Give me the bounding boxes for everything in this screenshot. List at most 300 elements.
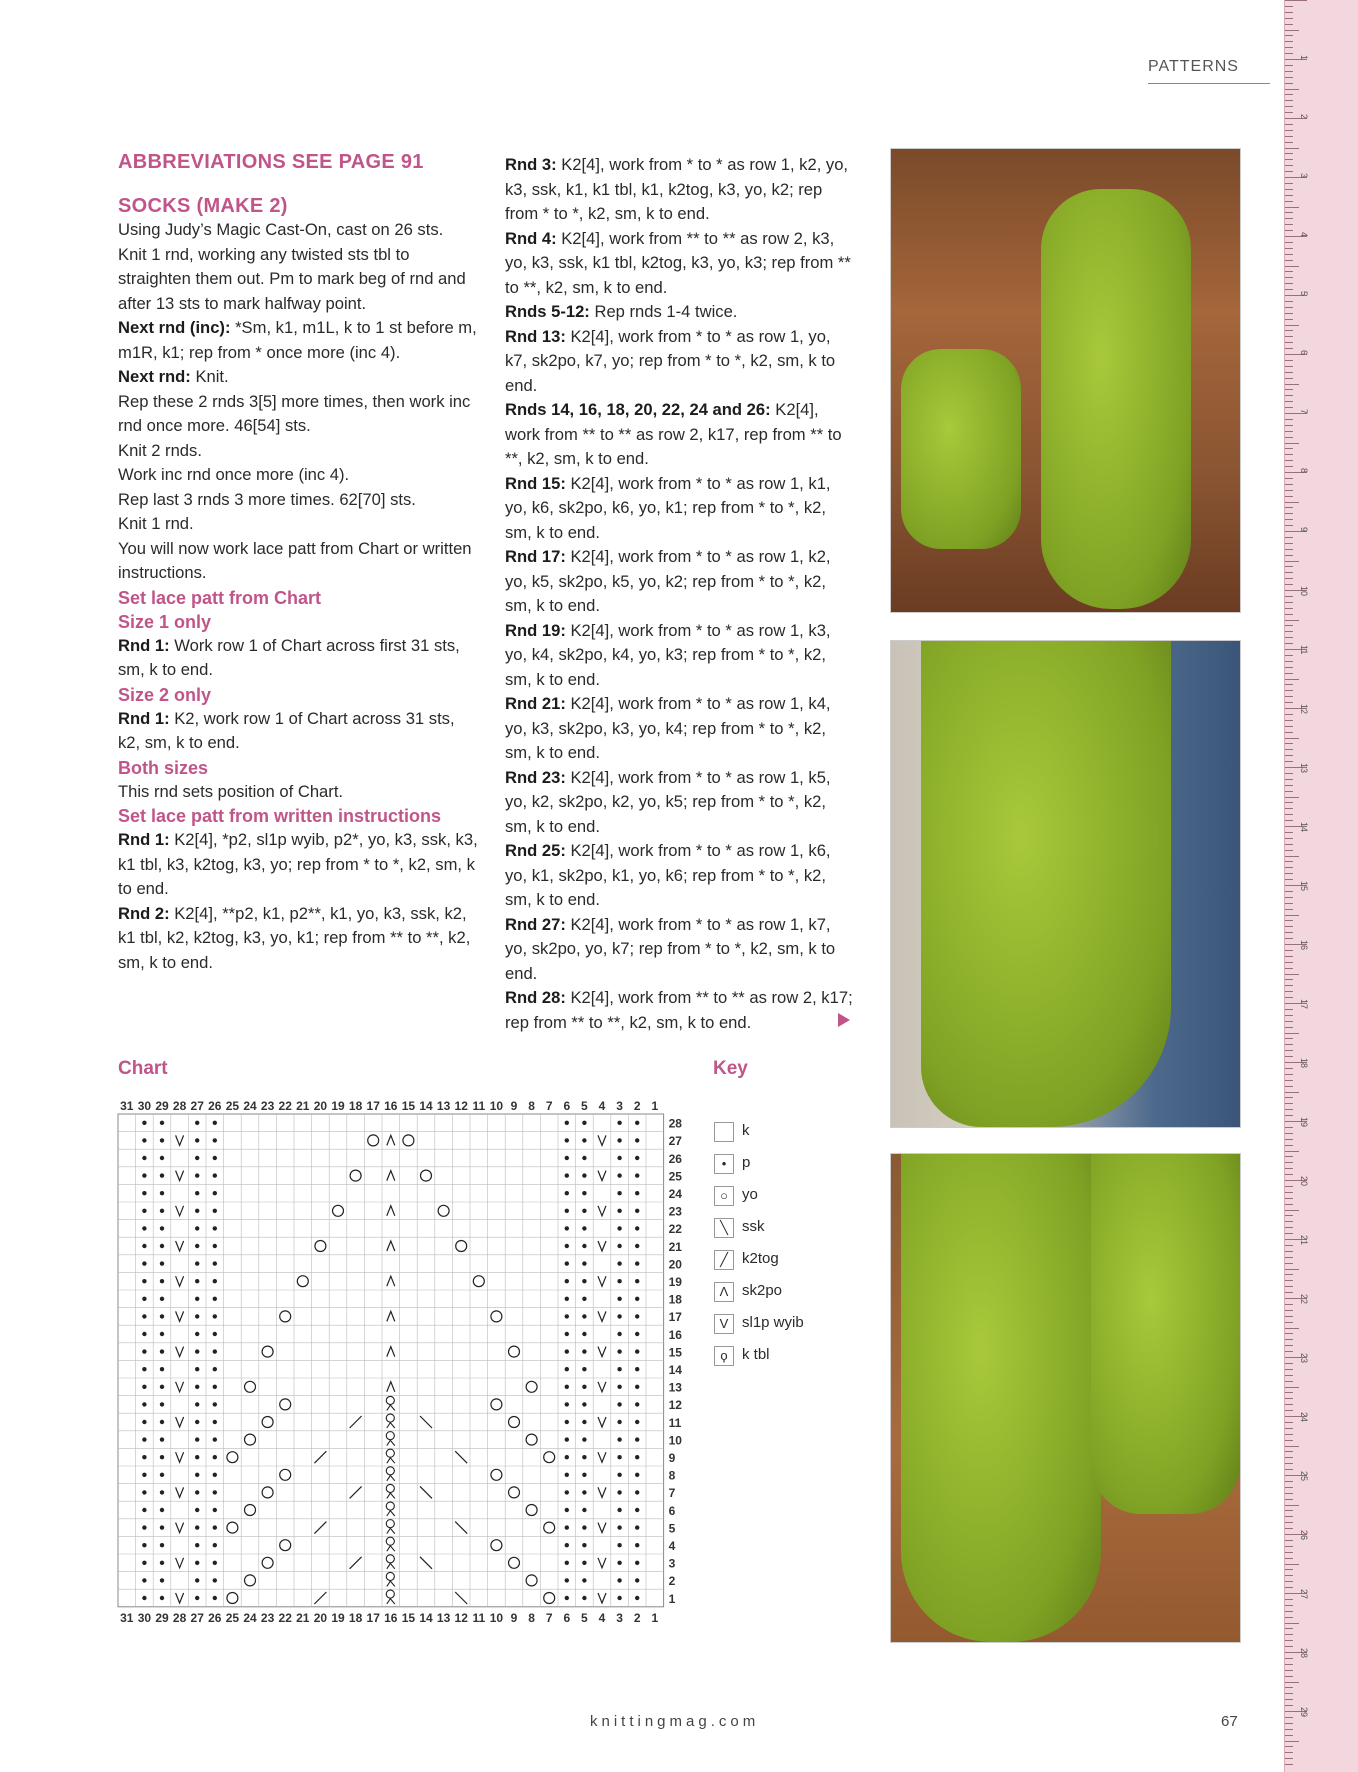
ruler-tick — [1285, 1646, 1293, 1647]
purl-symbol — [635, 1121, 639, 1125]
ruler-tick — [1285, 779, 1293, 780]
ruler-tick — [1285, 584, 1293, 585]
ruler-label: 1 — [1299, 55, 1309, 61]
purl-symbol — [160, 1402, 164, 1406]
purl-symbol — [160, 1561, 164, 1565]
ruler-tick — [1285, 838, 1293, 839]
ruler-tick — [1285, 65, 1293, 66]
ruler-tick — [1285, 1097, 1293, 1098]
ruler-tick — [1285, 543, 1293, 544]
ruler-tick — [1285, 1481, 1293, 1482]
purl-symbol — [195, 1578, 199, 1582]
purl-symbol — [213, 1191, 217, 1195]
ruler-tick — [1285, 1764, 1293, 1765]
ruler-tick — [1285, 1115, 1293, 1116]
purl-symbol — [213, 1138, 217, 1142]
chart-row-label: 12 — [668, 1398, 682, 1413]
ruler-tick — [1285, 130, 1293, 131]
round-instruction: Rnd 17: K2[4], work from * to * as row 1, k2, yo, k5, sk2po, k5, yo, k2; rep from * to *, k2, sm, k to end. — [505, 547, 831, 615]
chart-column-label: 27 — [190, 1610, 204, 1625]
ruler-tick — [1285, 389, 1293, 390]
ruler-tick — [1285, 1109, 1293, 1110]
chart-column-label: 12 — [454, 1099, 468, 1113]
purl-symbol — [582, 1578, 586, 1582]
ruler-tick — [1285, 1304, 1293, 1305]
purl-symbol — [142, 1561, 146, 1565]
ruler-tick — [1285, 1392, 1293, 1393]
ruler-tick — [1285, 431, 1293, 432]
purl-symbol — [142, 1314, 146, 1318]
purl-symbol — [617, 1490, 621, 1494]
photo-socks-on-floor — [890, 148, 1241, 613]
ruler-tick — [1285, 720, 1293, 721]
ruler-tick — [1285, 1581, 1293, 1582]
purl-symbol — [195, 1261, 199, 1265]
instruction-lines — [118, 218, 478, 586]
ruler-tick — [1285, 1499, 1293, 1500]
chart-column-label: 4 — [598, 1610, 606, 1625]
chart-row-label: 22 — [668, 1222, 682, 1237]
ruler-tick — [1285, 502, 1299, 503]
purl-symbol — [213, 1297, 217, 1301]
ruler-tick — [1285, 12, 1293, 13]
purl-symbol — [160, 1437, 164, 1441]
ruler-tick — [1285, 207, 1299, 208]
purl-symbol — [617, 1173, 621, 1177]
key-label: p — [742, 1154, 751, 1171]
ruler-tick — [1285, 330, 1293, 331]
chart-key — [712, 1120, 912, 1376]
purl-symbol — [213, 1402, 217, 1406]
ruler-tick — [1285, 625, 1293, 626]
chart-column-label: 2 — [633, 1610, 641, 1625]
purl-symbol — [160, 1173, 164, 1177]
ruler-tick — [1285, 6, 1293, 7]
ruler-tick — [1285, 384, 1299, 385]
purl-symbol — [213, 1420, 217, 1424]
purl-symbol — [142, 1578, 146, 1582]
purl-symbol — [635, 1209, 639, 1213]
purl-symbol — [160, 1279, 164, 1283]
ruler-label: 6 — [1299, 350, 1309, 356]
chart-row-label: 19 — [668, 1275, 682, 1289]
purl-symbol — [582, 1420, 586, 1424]
ruler-tick — [1285, 496, 1293, 497]
purl-symbol — [582, 1209, 586, 1213]
purl-symbol — [617, 1525, 621, 1529]
purl-symbol — [565, 1402, 569, 1406]
ruler-tick — [1285, 903, 1293, 904]
chart-column-label: 9 — [510, 1610, 518, 1625]
chart-column-label: 31 — [120, 1610, 134, 1625]
purl-symbol — [635, 1525, 639, 1529]
purl-symbol — [582, 1314, 586, 1318]
ruler-tick — [1285, 844, 1293, 845]
ruler-tick — [1285, 30, 1299, 31]
purl-symbol — [582, 1279, 586, 1283]
ruler-tick — [1285, 1752, 1293, 1753]
purl-symbol — [213, 1437, 217, 1441]
ruler-tick — [1285, 507, 1293, 508]
purl-symbol — [565, 1121, 569, 1125]
ruler-label: 8 — [1299, 468, 1309, 474]
ruler-label: 24 — [1299, 1412, 1309, 1423]
purl-symbol — [617, 1297, 621, 1301]
purl-symbol — [142, 1226, 146, 1230]
purl-symbol — [635, 1420, 639, 1424]
round-instruction: Rnd 15: K2[4], work from * to * as row 1, k1, yo, k6, sk2po, k6, yo, k1; rep from * to *, k2, sm, k to end. — [505, 473, 831, 542]
ruler-tick — [1285, 1210, 1299, 1211]
purl-symbol — [142, 1332, 146, 1336]
key-item-k2tog — [712, 1248, 912, 1280]
purl-symbol — [565, 1561, 569, 1565]
purl-symbol — [195, 1332, 199, 1336]
purl-symbol — [142, 1297, 146, 1301]
ruler-tick — [1285, 1192, 1293, 1193]
ruler-label: 23 — [1299, 1353, 1309, 1364]
ruler-tick — [1285, 1717, 1293, 1718]
k2tog-icon: ╱ — [714, 1250, 734, 1270]
purl-symbol — [582, 1508, 586, 1512]
instruction-line: Rep these 2 rnds 3[5] more times, then work inc rnd once more. 46[54] sts. — [118, 391, 471, 435]
ruler-tick — [1285, 732, 1293, 733]
purl-symbol — [635, 1543, 639, 1547]
ruler-tick — [1285, 861, 1293, 862]
purl-symbol — [195, 1561, 199, 1565]
ruler-tick — [1285, 1617, 1293, 1618]
ruler-tick — [1285, 283, 1293, 284]
ruler-tick — [1285, 94, 1293, 95]
chart-row-label: 15 — [668, 1345, 682, 1360]
ruler-tick — [1285, 454, 1293, 455]
purl-symbol — [160, 1578, 164, 1582]
ruler-tick — [1285, 873, 1293, 874]
chart-column-label: 8 — [528, 1610, 535, 1625]
round-instruction: Rnd 25: K2[4], work from * to * as row 1, k6, yo, k1, sk2po, k1, yo, k6; rep from * to *, k2, sm, k to end. — [505, 841, 831, 909]
purl-symbol — [195, 1402, 199, 1406]
purl-symbol — [213, 1121, 217, 1125]
ruler-tick — [1285, 791, 1293, 792]
purl-symbol — [195, 1244, 199, 1248]
purl-symbol — [213, 1473, 217, 1477]
purl-symbol — [635, 1367, 639, 1371]
chart-row-label: 6 — [668, 1503, 676, 1518]
key-item-ssk — [712, 1216, 912, 1248]
ruler-tick — [1285, 1127, 1293, 1128]
ruler-tick — [1285, 1257, 1293, 1258]
purl-symbol — [582, 1261, 586, 1265]
ruler-tick — [1285, 1741, 1299, 1742]
purl-symbol — [582, 1332, 586, 1336]
ruler-tick — [1285, 1440, 1293, 1441]
purl-symbol — [160, 1490, 164, 1494]
purl-symbol — [617, 1226, 621, 1230]
ruler-tick — [1285, 602, 1293, 603]
purl-symbol — [142, 1173, 146, 1177]
chart-column-label: 30 — [137, 1610, 152, 1625]
ruler-tick — [1285, 773, 1293, 774]
chart-row-label: 16 — [668, 1327, 682, 1342]
ruler-tick — [1285, 136, 1293, 137]
purl-symbol — [142, 1156, 146, 1160]
section-tag: PATTERNS — [1148, 58, 1239, 75]
ruler-tick — [1285, 165, 1293, 166]
ruler-label: 20 — [1299, 1176, 1309, 1187]
ruler-tick — [1285, 1086, 1293, 1087]
purl-symbol — [195, 1314, 199, 1318]
ruler-tick — [1285, 289, 1293, 290]
purl-symbol — [582, 1402, 586, 1406]
instruction-line: Next rnd: Knit. — [118, 367, 229, 386]
key-item-tbl — [712, 1344, 912, 1376]
continue-arrow-icon — [838, 1013, 850, 1027]
chart-row-label: 13 — [668, 1380, 682, 1395]
ruler-tick — [1285, 1363, 1293, 1364]
purl-symbol — [635, 1349, 639, 1353]
purl-symbol — [142, 1473, 146, 1477]
chart-column-label: 30 — [137, 1099, 152, 1113]
purl-symbol — [582, 1367, 586, 1371]
purl-symbol — [635, 1402, 639, 1406]
ruler-tick — [1285, 1457, 1293, 1458]
purl-symbol — [617, 1596, 621, 1600]
ruler-tick — [1285, 1328, 1299, 1329]
purl-symbol — [160, 1473, 164, 1477]
purl-symbol — [617, 1261, 621, 1265]
purl-symbol — [617, 1156, 621, 1160]
ruler-tick — [1285, 1487, 1293, 1488]
purl-symbol — [635, 1332, 639, 1336]
ruler-tick — [1285, 437, 1293, 438]
ruler-tick — [1285, 968, 1293, 969]
purl-symbol — [635, 1173, 639, 1177]
ruler-tick — [1285, 1021, 1293, 1022]
purl-symbol — [160, 1349, 164, 1353]
ruler-tick — [1285, 342, 1293, 343]
ruler-tick — [1285, 1145, 1293, 1146]
chart-row-label: 18 — [668, 1292, 682, 1307]
ruler-tick — [1285, 1038, 1293, 1039]
chart-column-label: 10 — [489, 1099, 504, 1113]
chart-row-label: 10 — [668, 1433, 682, 1448]
ruler-tick — [1285, 142, 1293, 143]
ruler-tick — [1285, 962, 1293, 963]
purl-symbol — [617, 1561, 621, 1565]
ruler-label: 2 — [1299, 114, 1309, 120]
ruler-tick — [1285, 0, 1307, 1]
page-number: 67 — [1221, 1713, 1238, 1730]
ruler-tick — [1285, 1682, 1299, 1683]
ruler-tick — [1285, 956, 1293, 957]
ruler-label: 25 — [1299, 1471, 1309, 1482]
key-item-p — [712, 1152, 912, 1184]
purl-symbol — [142, 1191, 146, 1195]
ruler-tick — [1285, 1705, 1293, 1706]
ruler-tick — [1285, 1699, 1293, 1700]
ruler-label: 7 — [1299, 409, 1309, 415]
purl-symbol — [565, 1525, 569, 1529]
ruler-tick — [1285, 537, 1293, 538]
key-item-yo — [712, 1184, 912, 1216]
photo-sock-lace-detail — [890, 640, 1241, 1128]
purl-symbol — [617, 1455, 621, 1459]
round-instruction: Rnd 4: K2[4], work from ** to ** as row 2, k3, yo, k3, ssk, k1 tbl, k2tog, k3, yo, k3; rep from ** to **, k2, sm, k to end. — [505, 228, 851, 297]
purl-symbol — [635, 1261, 639, 1265]
chart-column-label: 13 — [436, 1610, 451, 1625]
ruler-label: 9 — [1299, 527, 1309, 533]
key-item-k — [712, 1120, 912, 1152]
ruler-tick — [1285, 460, 1293, 461]
instruction-line: You will now work lace patt from Chart or written instructions. — [118, 538, 472, 582]
ruler-tick — [1285, 83, 1293, 84]
ruler-tick — [1285, 448, 1293, 449]
ruler-label: 26 — [1299, 1530, 1309, 1541]
ruler-label: 4 — [1299, 232, 1309, 238]
ruler-tick — [1285, 614, 1293, 615]
ruler-tick — [1285, 271, 1293, 272]
ruler-tick — [1285, 1546, 1293, 1547]
purl-symbol — [195, 1209, 199, 1213]
purl-symbol — [617, 1279, 621, 1283]
round-instruction: Rnds 14, 16, 18, 20, 22, 24 and 26: K2[4], work from ** to ** as row 2, k17, rep from ** to **, k2, sm, k to end. — [505, 400, 842, 468]
ruler-tick — [1285, 18, 1293, 19]
ruler-tick — [1285, 106, 1293, 107]
ruler-label: 27 — [1299, 1589, 1309, 1600]
purl-symbol — [160, 1297, 164, 1301]
purl-symbol — [565, 1490, 569, 1494]
purl-symbol — [160, 1209, 164, 1213]
footer-site: knittingmag.com — [590, 1713, 760, 1730]
ruler-tick — [1285, 1316, 1293, 1317]
chart-column-label: 9 — [510, 1099, 518, 1113]
ruler-tick — [1285, 950, 1293, 951]
purl-symbol — [213, 1455, 217, 1459]
ruler-tick — [1285, 366, 1293, 367]
chart-row-label: 2 — [668, 1574, 676, 1589]
chart-column-label: 21 — [296, 1099, 310, 1113]
chart-row-label: 11 — [668, 1415, 682, 1430]
ruler-tick — [1285, 112, 1293, 113]
chart-row-label: 17 — [668, 1310, 682, 1325]
ruler-tick — [1285, 1009, 1293, 1010]
ruler-tick — [1285, 1693, 1293, 1694]
purl-symbol — [635, 1297, 639, 1301]
ruler-tick — [1285, 926, 1293, 927]
purl-symbol — [160, 1261, 164, 1265]
ruler-tick — [1285, 1463, 1293, 1464]
ruler-tick — [1285, 1186, 1293, 1187]
purl-symbol — [582, 1490, 586, 1494]
ruler-tick — [1285, 242, 1293, 243]
ruler-tick — [1285, 77, 1293, 78]
ruler-tick — [1285, 1387, 1299, 1388]
ruler-tick — [1285, 1292, 1293, 1293]
key-label: yo — [742, 1186, 758, 1203]
instruction-line: Work inc rnd once more (inc 4). — [118, 465, 350, 484]
ruler-tick — [1285, 555, 1293, 556]
ruler-tick — [1285, 850, 1293, 851]
ruler-tick — [1285, 525, 1293, 526]
purl-symbol — [142, 1490, 146, 1494]
purl-symbol — [582, 1173, 586, 1177]
purl-symbol — [213, 1279, 217, 1283]
ruler-label: 3 — [1299, 173, 1309, 179]
purl-symbol — [142, 1121, 146, 1125]
ruler-tick — [1285, 920, 1293, 921]
chart-column-label: 3 — [616, 1610, 623, 1625]
ruler-tick — [1285, 596, 1293, 597]
key-label: sl1p wyib — [742, 1314, 804, 1331]
purl-symbol — [617, 1138, 621, 1142]
ruler-tick — [1285, 1027, 1293, 1028]
round-instruction: Rnd 27: K2[4], work from * to * as row 1, k7, yo, sk2po, yo, k7; rep from * to *, k2, sm, k to end. — [505, 914, 836, 983]
purl-symbol — [195, 1508, 199, 1512]
chart-column-label: 14 — [419, 1610, 433, 1625]
purl-symbol — [617, 1314, 621, 1318]
ruler-tick — [1285, 578, 1293, 579]
ruler-tick — [1285, 749, 1293, 750]
ruler-tick — [1285, 620, 1299, 621]
chart-column-label: 27 — [190, 1099, 204, 1113]
purl-symbol — [213, 1226, 217, 1230]
ruler-tick — [1285, 230, 1293, 231]
ruler-tick — [1285, 679, 1299, 680]
purl-symbol — [213, 1525, 217, 1529]
ruler-tick — [1285, 1251, 1293, 1252]
purl-symbol — [635, 1473, 639, 1477]
purl-symbol — [635, 1279, 639, 1283]
key-label: k — [742, 1122, 750, 1139]
both-sizes-text: This rnd sets position of Chart. — [118, 781, 344, 801]
purl-symbol — [635, 1508, 639, 1512]
purl-symbol — [213, 1543, 217, 1547]
ruler-label: 21 — [1299, 1235, 1309, 1246]
purl-symbol — [142, 1209, 146, 1213]
purl-symbol — [213, 1596, 217, 1600]
purl-symbol — [582, 1297, 586, 1301]
round-instruction: Rnd 21: K2[4], work from * to * as row 1, k4, yo, k3, sk2po, k3, yo, k4; rep from * to *, k2, sm, k to end. — [505, 694, 831, 762]
ruler-tick — [1285, 909, 1293, 910]
ruler-tick — [1285, 1221, 1293, 1222]
ruler-tick — [1285, 1369, 1293, 1370]
ruler-tick — [1285, 1215, 1293, 1216]
purl-symbol — [142, 1367, 146, 1371]
purl-symbol — [565, 1261, 569, 1265]
purl-symbol — [142, 1385, 146, 1389]
ruler-tick — [1285, 785, 1293, 786]
chart-column-label: 7 — [545, 1610, 553, 1625]
ruler-tick — [1285, 325, 1299, 326]
lace-chart — [116, 1096, 696, 1656]
purl-symbol — [195, 1226, 199, 1230]
purl-symbol — [617, 1349, 621, 1353]
ruler-tick — [1285, 1151, 1299, 1152]
ruler-tick — [1285, 1198, 1293, 1199]
ruler-tick — [1285, 738, 1299, 739]
ruler-tick — [1285, 1286, 1293, 1287]
chart-row-label: 4 — [668, 1539, 676, 1553]
purl-symbol — [142, 1420, 146, 1424]
ruler-tick — [1285, 100, 1293, 101]
purl-symbol — [582, 1121, 586, 1125]
purl-symbol — [617, 1385, 621, 1389]
ruler-tick — [1285, 891, 1293, 892]
written-heading: Set lace patt from written instructions — [118, 806, 442, 826]
chart-column-label: 1 — [651, 1610, 659, 1625]
purl-symbol — [213, 1156, 217, 1160]
purl-symbol — [582, 1437, 586, 1441]
purl-symbol — [213, 1173, 217, 1177]
